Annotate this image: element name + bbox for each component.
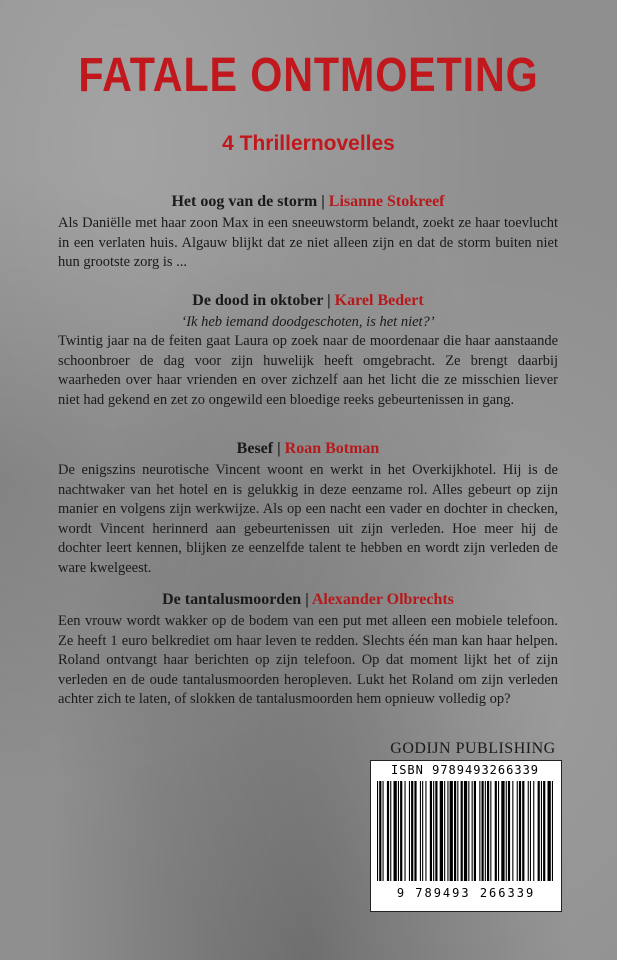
barcode-bar bbox=[383, 781, 384, 881]
story-3 bbox=[58, 440, 558, 578]
barcode-bar bbox=[405, 781, 406, 881]
barcode-bar bbox=[490, 781, 491, 881]
story-separator: | bbox=[323, 292, 335, 309]
barcode-bar bbox=[411, 781, 413, 881]
barcode-bar bbox=[552, 781, 553, 881]
barcode-bar bbox=[479, 781, 480, 881]
story-title: Het oog van de storm bbox=[171, 193, 318, 210]
barcode-bar bbox=[533, 781, 534, 881]
story-heading bbox=[58, 193, 558, 211]
barcode-bar bbox=[548, 781, 551, 881]
cover-subtitle: 4 Thrillernovelles bbox=[222, 132, 395, 155]
story-2 bbox=[58, 292, 558, 410]
barcode-bar bbox=[528, 781, 529, 881]
barcode-bar bbox=[495, 781, 497, 881]
barcode-bar bbox=[422, 781, 423, 881]
barcode-bar bbox=[435, 781, 437, 881]
barcode-bar bbox=[472, 781, 473, 881]
barcode-bar bbox=[390, 781, 391, 881]
story-author: Roan Botman bbox=[284, 440, 380, 457]
barcode-bar bbox=[400, 781, 402, 881]
barcode-bar bbox=[398, 781, 399, 881]
barcode-bar bbox=[425, 781, 426, 881]
barcode-bar bbox=[498, 781, 499, 881]
story-heading bbox=[58, 440, 558, 458]
barcode-bar bbox=[474, 781, 476, 881]
barcode-bar bbox=[394, 781, 397, 881]
barcode-bar bbox=[538, 781, 540, 881]
story-author: Karel Bedert bbox=[334, 292, 424, 309]
isbn-label: ISBN 9789493266339 bbox=[390, 763, 540, 777]
barcode-bar bbox=[485, 781, 486, 881]
story-quote: ‘Ik heb iemand doodgeschoten, is het niet?’ bbox=[181, 314, 435, 330]
story-title: De tantalusmoorden bbox=[162, 591, 302, 608]
story-heading bbox=[58, 292, 558, 310]
story-title: Besef bbox=[236, 440, 274, 457]
barcode-bar bbox=[517, 781, 518, 881]
story-separator: | bbox=[301, 591, 312, 608]
story-separator: | bbox=[317, 193, 329, 210]
barcode-bar bbox=[409, 781, 410, 881]
barcode-bar bbox=[440, 781, 443, 881]
barcode-bar bbox=[457, 781, 458, 881]
story-title: De dood in oktober bbox=[192, 292, 324, 309]
barcode-bar bbox=[530, 781, 531, 881]
story-blurb: De enigszins neurotische Vincent woont en werkt in het Overkijkhotel. Hij is de nachtwaker van het hotel en is gelukkig in deze eenzame rol. Alles gebeurt op zijn manier en volgens zijn werkwijze. Als op een nacht een vader en dochter in checken, wordt Vincent herinnerd aan gebeurtenissen uit zijn verleden. Hoe meer hij de dochter leert kennen, blijken ze eenzelfde talent te hebben en wordt zijn verleden de ware kwelgeest. bbox=[58, 462, 558, 576]
barcode-bar bbox=[454, 781, 456, 881]
barcode-bar bbox=[508, 781, 510, 881]
barcode-bar bbox=[430, 781, 432, 881]
story-author: Lisanne Stokreef bbox=[328, 193, 445, 210]
story-separator: | bbox=[273, 440, 285, 457]
barcode-bar bbox=[387, 781, 389, 881]
barcode-bar bbox=[541, 781, 542, 881]
story-4 bbox=[58, 591, 558, 710]
barcode-bar bbox=[512, 781, 513, 881]
story-1 bbox=[58, 193, 558, 273]
barcode-bar bbox=[433, 781, 434, 881]
barcode-bar bbox=[379, 781, 381, 881]
barcode-bar bbox=[468, 781, 469, 881]
barcode-bar bbox=[501, 781, 504, 881]
story-blurb: Twintig jaar na de feiten gaat Laura op zoek naar de moordenaar die haar aanstaande schoonbroer de dag voor zijn huwelijk heeft omgebracht. Ze brengt daarbij waarheden over haar vrienden en over zichzelf aan het licht die ze misschien liever niet had gekend en zet zo ongewild een bloedige reeks gebeurtenissen in gang. bbox=[58, 333, 558, 408]
publisher-name: GODIJN PUBLISHING bbox=[390, 740, 556, 757]
barcode-bar bbox=[487, 781, 489, 881]
barcode-bar bbox=[519, 781, 521, 881]
barcode-bar bbox=[464, 781, 467, 881]
barcode-bar bbox=[482, 781, 484, 881]
barcode-bar bbox=[377, 781, 378, 881]
barcode-bar bbox=[506, 781, 507, 881]
story-blurb: Een vrouw wordt wakker op de bodem van een put met alleen een mobiele telefoon. Ze heeft 1 euro belkrediet om haar leven te redden. Slechts één man kan haar helpen. Roland ontvangt haar berichten op zijn telefoon. Op dat moment lijkt het of zijn verleden en de oude tantalusmoorden heropleven. Lukt het Roland om zijn verleden achter zich te laten, of slokken de tantalusmoorden hem opnieuw volledig op? bbox=[58, 613, 558, 707]
story-author: Alexander Olbrechts bbox=[311, 591, 454, 608]
barcode-bar bbox=[543, 781, 545, 881]
isbn-digits: 9 789493 266339 bbox=[396, 886, 536, 900]
barcode-bar bbox=[522, 781, 524, 881]
isbn-barcode bbox=[370, 760, 562, 912]
cover-title: FATALE ONTMOETING bbox=[78, 49, 539, 102]
barcode-bar bbox=[444, 781, 445, 881]
barcode-bar bbox=[414, 781, 416, 881]
story-blurb: Als Daniëlle met haar zoon Max in een sneeuwstorm belandt, zoekt ze haar toevlucht in een verlaten huis. Algauw blijkt dat ze niet alleen zijn en dat de storm buiten niet hun grootste zorg is ... bbox=[58, 215, 558, 270]
barcode-bars bbox=[377, 781, 555, 881]
barcode-bar bbox=[450, 781, 453, 881]
barcode-bar bbox=[461, 781, 463, 881]
story-heading bbox=[58, 591, 558, 609]
barcode-bar bbox=[420, 781, 421, 881]
barcode-bar bbox=[447, 781, 448, 881]
